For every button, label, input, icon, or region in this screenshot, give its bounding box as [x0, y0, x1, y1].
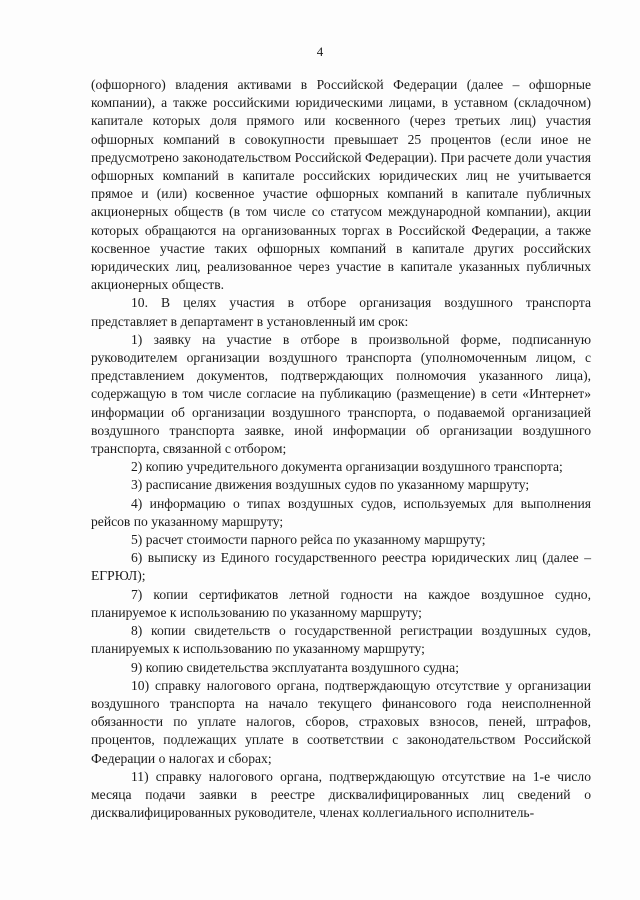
paragraph-item-10-intro: 10. В целях участия в отборе организация воздушного транспорта представляет в департамент в установленный им срок:	[91, 295, 591, 329]
paragraph-offshore-continuation: (офшорного) владения активами в Российской Федерации (далее – офшорные компании), а также российскими юридическими лицами, в уставном (складочном) капитале которых доля прямого или косвенного (через третьих лиц) участия офшорных компаний в совокупности превышает 25 процентов (если иное не предусмотрено законодательством Российской Федерации). При расчете доли участия офшорных компаний в капитале российских юридических лиц не учитывается прямое и (или) косвенное участие офшорных компаний в капитале публичных акционерных обществ (в том числе со статусом международной компании), акции которых обращаются на организованных торгах в Российской Федерации, а также косвенное участие таких офшорных компаний в капитале других российских юридических лиц, реализованное через участие в капитале указанных публичных акционерных обществ.	[91, 77, 591, 293]
list-item-5: 5) расчет стоимости парного рейса по указанному маршруту;	[131, 532, 486, 548]
list-item-11: 11) справку налогового органа, подтверждающую отсутствие на 1-е число месяца подачи заявки в реестре дисквалифицированных лиц сведений о дисквалифицированных руководителе, членах коллегиального исполнитель-	[91, 768, 591, 821]
list-item-6: 6) выписку из Единого государственного реестра юридических лиц (далее – ЕГРЮЛ);	[91, 550, 591, 584]
document-body	[91, 76, 591, 822]
list-item-4: 4) информацию о типах воздушных судов, используемых для выполнения рейсов по указанному маршруту;	[91, 495, 591, 529]
list-item-1: 1) заявку на участие в отборе в произвольной форме, подписанную руководителем организации воздушного транспорта (уполномоченным лицом, с представлением документов, подтверждающих полномочия указанного лица), содержащую в том числе согласие на публикацию (размещение) в сети «Интернет» информации об организации воздушного транспорта, о подаваемой организацией воздушного транспорта заявке, иной информации об организации воздушного транспорта, связанной с отбором;	[91, 331, 591, 457]
list-item-8: 8) копии свидетельств о государственной регистрации воздушных судов, планируемых к использованию по указанному маршруту;	[91, 623, 591, 657]
list-item-10: 10) справку налогового органа, подтверждающую отсутствие у организации воздушного транспорта на начало текущего финансового года неисполненной обязанности по уплате налогов, сборов, страховых взносов, пеней, штрафов, процентов, подлежащих уплате в соответствии с законодательством Российской Федерации о налогах и сборах;	[91, 677, 591, 766]
list-item-2: 2) копию учредительного документа организации воздушного транспорта;	[131, 459, 563, 475]
list-item-7: 7) копии сертификатов летной годности на каждое воздушное судно, планируемое к использованию по указанному маршруту;	[91, 586, 591, 620]
list-item-3: 3) расписание движения воздушных судов по указанному маршруту;	[131, 477, 530, 493]
page-number: 4	[316, 44, 324, 59]
list-item-9: 9) копию свидетельства эксплуатанта воздушного судна;	[131, 659, 459, 675]
